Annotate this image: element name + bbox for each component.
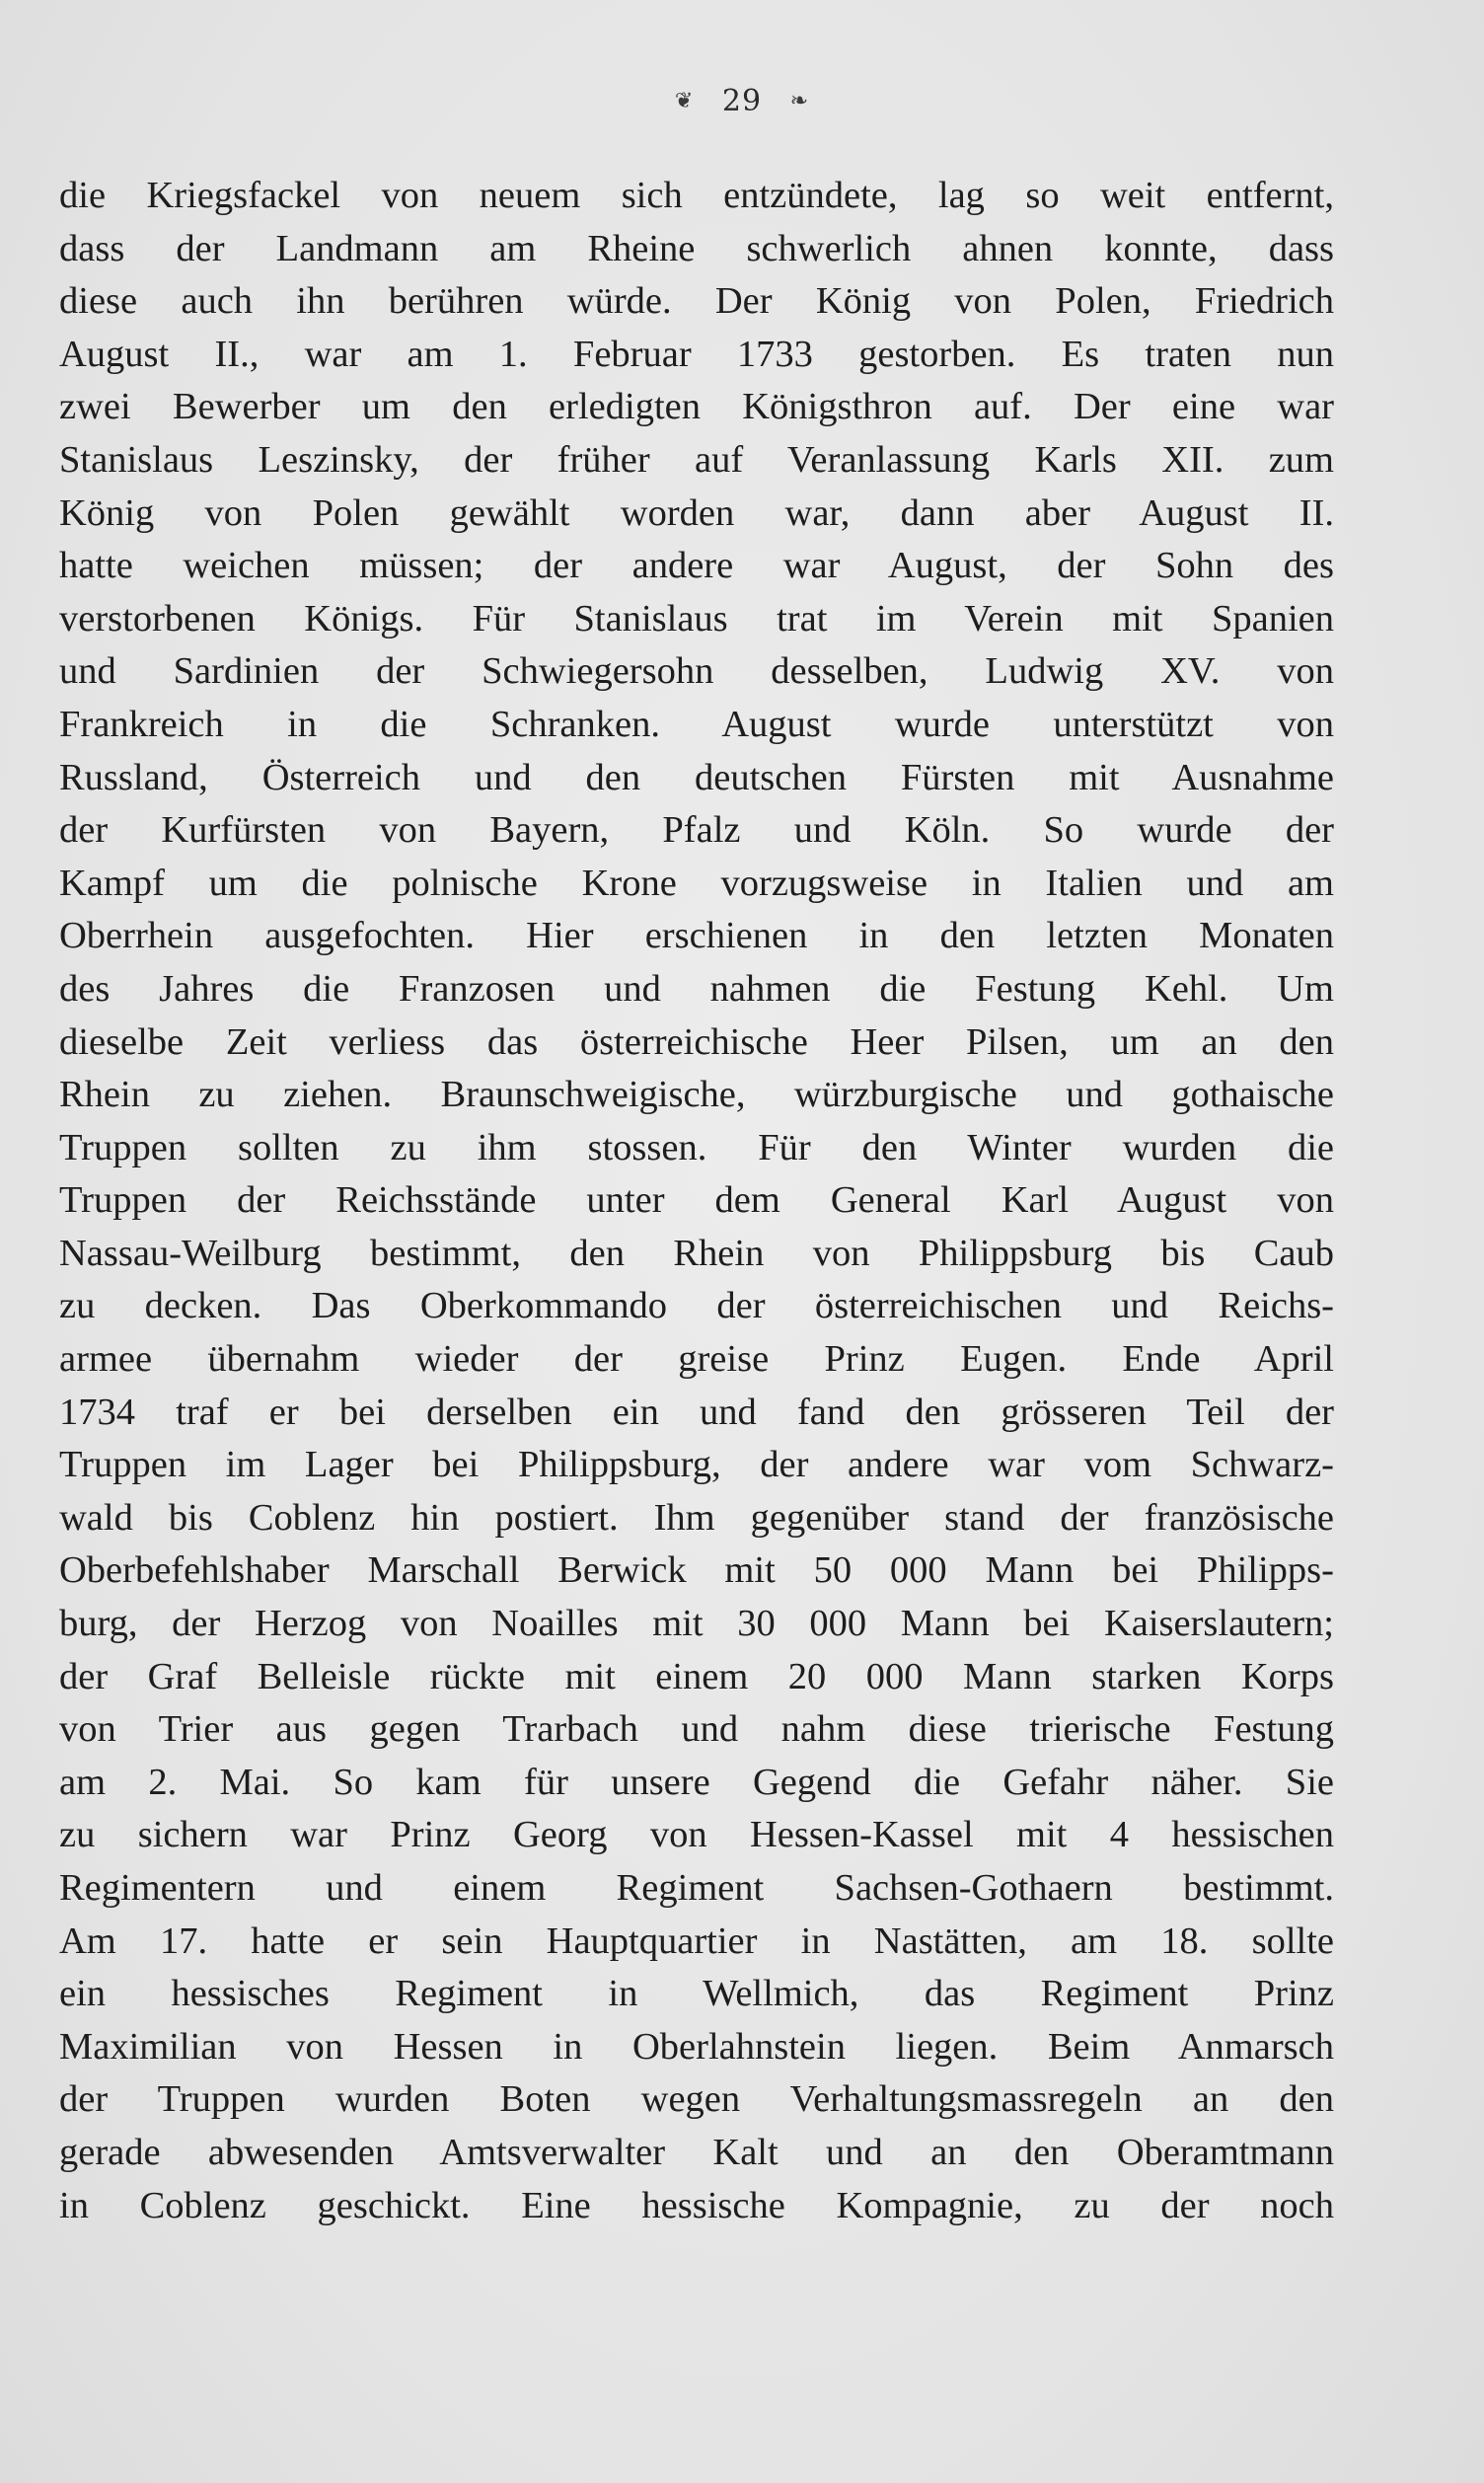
text-line: zu decken. Das Oberkommando der österreichischen und Reichs- [59,1285,1334,1327]
text-line: am 2. Mai. So kam für unsere Gegend die Gefahr näher. Sie [59,1761,1334,1803]
text-line: der Truppen wurden Boten wegen Verhaltungsmassregeln an den [59,2078,1334,2121]
text-line: Rhein zu ziehen. Braunschweigische, würzburgische und gothaische [59,1074,1334,1116]
text-line: von Trier aus gegen Trarbach und nahm diese trierische Festung [59,1708,1334,1751]
text-line: der Kurfürsten von Bayern, Pfalz und Köln. So wurde der [59,809,1334,852]
text-line: König von Polen gewählt worden war, dann aber August II. [59,491,1334,534]
text-line: dieselbe Zeit verliess das österreichische Heer Pilsen, um an den [59,1020,1334,1063]
text-line: Kampf um die polnische Krone vorzugsweise in Italien und am [59,862,1334,904]
text-line: gerade abwesenden Amtsverwalter Kalt und an den Oberamtmann [59,2131,1334,2173]
body-text [59,170,1334,2232]
text-line: Maximilian von Hessen in Oberlahnstein liegen. Beim Anmarsch [59,2025,1334,2068]
text-line: in Coblenz geschickt. Eine hessische Kompagnie, zu der noch [59,2184,1334,2226]
text-line: 1734 traf er bei derselben ein und fand den grösseren Teil der [59,1391,1334,1433]
text-line: Truppen im Lager bei Philippsburg, der andere war vom Schwarz- [59,1444,1334,1486]
text-line: Regimentern und einem Regiment Sachsen-Gothaern bestimmt. [59,1867,1334,1909]
text-line: hatte weichen müssen; der andere war August, der Sohn des [59,545,1334,587]
text-line: Nassau-Weilburg bestimmt, den Rhein von Philippsburg bis Caub [59,1232,1334,1274]
text-line: zwei Bewerber um den erledigten Königsthron auf. Der eine war [59,386,1334,428]
left-ornament-icon: ❦ [674,88,695,113]
page-number: 29 [721,83,763,118]
page-header [0,82,1484,118]
text-line: armee übernahm wieder der greise Prinz Eugen. Ende April [59,1338,1334,1381]
text-line: ein hessisches Regiment in Wellmich, das Regiment Prinz [59,1973,1334,2015]
text-line: Frankreich in die Schranken. August wurde unterstützt von [59,703,1334,745]
text-line: Stanislaus Leszinsky, der früher auf Veranlassung Karls XII. zum [59,438,1334,481]
text-line: der Graf Belleisle rückte mit einem 20 000 Mann starken Korps [59,1655,1334,1697]
text-line: des Jahres die Franzosen und nahmen die Festung Kehl. Um [59,967,1334,1010]
text-line: Truppen der Reichsstände unter dem General Karl August von [59,1179,1334,1222]
text-line: die Kriegsfackel von neuem sich entzündete, lag so weit entfernt, [59,175,1334,216]
text-line: Truppen sollten zu ihm stossen. Für den Winter wurden die [59,1126,1334,1168]
right-ornament-icon: ❧ [789,88,810,113]
text-line: Oberrhein ausgefochten. Hier erschienen in den letzten Monaten [59,915,1334,957]
text-line: zu sichern war Prinz Georg von Hessen-Kassel mit 4 hessischen [59,1814,1334,1856]
text-line: diese auch ihn berühren würde. Der König von Polen, Friedrich [59,280,1334,323]
text-line: Russland, Österreich und den deutschen Fürsten mit Ausnahme [59,756,1334,798]
text-line: Oberbefehlshaber Marschall Berwick mit 50 000 Mann bei Philipps- [59,1549,1334,1592]
text-line: Am 17. hatte er sein Hauptquartier in Nastätten, am 18. sollte [59,1919,1334,1962]
text-line: wald bis Coblenz hin postiert. Ihm gegenüber stand der französische [59,1496,1334,1539]
text-line: dass der Landmann am Rheine schwerlich ahnen konnte, dass [59,227,1334,269]
text-line: burg, der Herzog von Noailles mit 30 000 Mann bei Kaiserslautern; [59,1603,1334,1645]
text-line: August II., war am 1. Februar 1733 gestorben. Es traten nun [59,333,1334,375]
text-line: und Sardinien der Schwiegersohn desselben, Ludwig XV. von [59,650,1334,693]
text-line: verstorbenen Königs. Für Stanislaus trat im Verein mit Spanien [59,597,1334,640]
